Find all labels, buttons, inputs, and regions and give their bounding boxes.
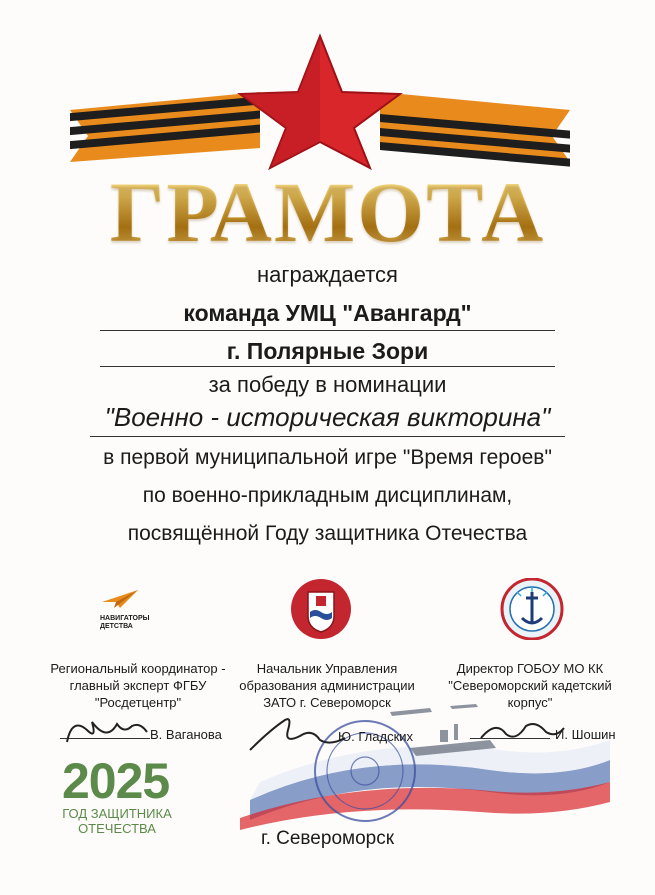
signatory-3-line2: "Североморский кадетский [448, 678, 612, 693]
navigators-logo [100, 588, 180, 631]
signatory-block-3 [440, 660, 620, 711]
signatory-1-line3: "Росдетцентр" [94, 695, 182, 710]
certificate-title: ГРАМОТА [0, 162, 655, 262]
city-name: г. Полярные Зори [226, 338, 429, 364]
signatory-3-line3: корпус" [507, 695, 553, 710]
red-star-icon [240, 36, 400, 168]
year-logo: 2025 [62, 753, 170, 809]
signature-3 [476, 712, 566, 748]
signatory-1-line1: Региональный координатор - [50, 661, 226, 676]
city-underline [100, 366, 555, 367]
signature-1 [62, 712, 152, 752]
left-ribbon [70, 92, 260, 162]
year-caption-line1: ГОД ЗАЩИТНИКА [62, 806, 172, 821]
signatory-2-name: Ю. Гладских [338, 729, 414, 744]
cadet-corps-emblem-icon [497, 578, 567, 640]
signatory-1-name: В. Ваганова [150, 727, 222, 742]
place-text: г. Североморск [260, 828, 395, 849]
signatory-2-line3: ЗАТО г. Североморск [263, 695, 391, 710]
nomination-title: "Военно - историческая викторина" [104, 402, 551, 432]
team-underline [100, 330, 555, 331]
right-ribbon [380, 92, 570, 167]
signatory-block-1 [38, 660, 238, 711]
navigators-logo-line1: НАВИГАТОРЫ [100, 615, 150, 622]
signatory-2-line1: Начальник Управления [256, 661, 398, 676]
for-victory-text: за победу в номинации [208, 372, 447, 397]
paper-plane-icon [100, 588, 140, 610]
year-caption-line2: ОТЕЧЕСТВА [78, 821, 156, 836]
disciplines-text: по военно-прикладным дисциплинам, [142, 484, 513, 507]
ribbon-star-emblem [60, 30, 580, 170]
signatory-block-2 [232, 660, 422, 711]
navigators-logo-line2: ДЕТСТВА [100, 623, 133, 630]
signatory-3-line1: Директор ГОБОУ МО КК [456, 661, 604, 676]
nomination-underline [90, 436, 565, 437]
signatory-3-name: И. Шошин [555, 727, 616, 742]
dedication-text: посвящённой Году защитника Отечества [127, 522, 528, 545]
team-name: команда УМЦ "Авангард" [183, 300, 472, 326]
awarded-text: награждается [257, 262, 398, 287]
severomorsk-coat-of-arms-icon [290, 578, 352, 640]
signatory-1-line2: главный эксперт ФГБУ [69, 678, 207, 693]
game-line-text: в первой муниципальной игре "Время героев" [103, 446, 552, 469]
signatory-2-line2: образования администрации [239, 678, 415, 693]
signature-2 [240, 710, 350, 760]
